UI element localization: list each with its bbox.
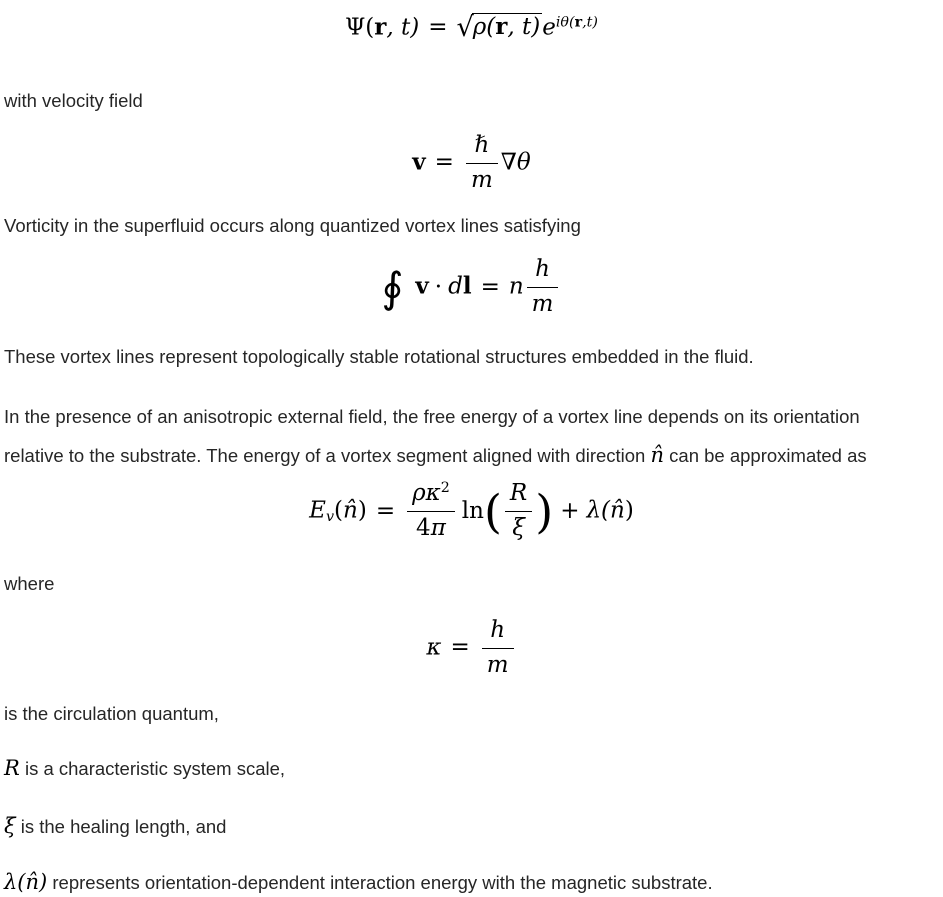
inline-math-lambda: λ(n̂) (4, 870, 48, 895)
radicand (472, 13, 542, 40)
ln-operator: ln (461, 497, 484, 524)
math-token: n̂ (610, 497, 625, 524)
dot-operator: · (434, 273, 443, 300)
paragraph-xi-definition (4, 812, 939, 840)
math-token: n (508, 273, 524, 300)
text-run: can be approximated as (669, 445, 867, 467)
numerator: R (509, 480, 528, 507)
equation-vortex-energy (4, 479, 939, 544)
paragraph-lambda-definition (4, 868, 939, 896)
math-token: , t) (507, 14, 541, 41)
math-token: ( (334, 497, 343, 524)
paragraph-where: where (4, 572, 55, 594)
math-token: d (448, 273, 463, 300)
math-token: l (462, 272, 472, 300)
left-paren-big: ( (483, 484, 502, 539)
equation-velocity-field (4, 131, 939, 196)
paragraph-circulation-quantum: is the circulation quantum, (4, 702, 219, 724)
math-token: π (430, 515, 446, 542)
denominator: m (527, 287, 559, 320)
denominator: m (466, 163, 498, 196)
numerator (407, 479, 455, 511)
equals-sign: = (480, 273, 500, 300)
inline-math-nhat: n̂ (650, 443, 665, 468)
math-token: r (374, 13, 387, 41)
fraction (407, 479, 455, 544)
denominator: m (482, 648, 514, 681)
text-run: relative to the substrate. The energy of a vortex segment aligned with direction (4, 445, 646, 467)
paragraph-vortex-lines: These vortex lines represent topologically stable rotational structures embedded in the fluid. (4, 346, 754, 368)
contour-integral-sign: ∮ (381, 262, 404, 312)
paragraph-vorticity: Vorticity in the superfluid occurs along quantized vortex lines satisfying (4, 215, 581, 237)
equals-sign: = (375, 497, 396, 524)
text-run: is the healing length, and (20, 816, 227, 838)
equation-wavefunction (4, 8, 939, 49)
math-token: ρκ (412, 480, 441, 507)
math-token: r (495, 13, 508, 41)
math-token: iθ( (555, 14, 575, 31)
text-run: is a characteristic system scale, (24, 757, 286, 779)
exponent: 2 (440, 480, 450, 497)
paragraph-R-definition (4, 754, 939, 782)
numerator: ℏ (474, 131, 490, 158)
math-token: ) (357, 497, 367, 524)
inline-math-xi: ξ (4, 814, 16, 839)
math-token: κ (426, 634, 442, 661)
equation-circulation (4, 255, 939, 320)
math-token: v (415, 272, 429, 300)
subscript: v (325, 509, 335, 526)
math-token: r (574, 14, 583, 31)
plus-sign: + (560, 497, 580, 524)
equals-sign: = (434, 149, 454, 176)
equation-kappa (4, 616, 939, 681)
denominator (407, 511, 455, 544)
math-token: e (542, 14, 556, 41)
inline-math-R: R (4, 755, 20, 780)
equals-sign: = (428, 14, 448, 41)
fraction (505, 479, 532, 544)
paragraph-anisotropic-line2 (4, 436, 939, 475)
math-token: λ( (586, 497, 611, 524)
denominator: ξ (505, 511, 532, 544)
paragraph-anisotropic-line1: In the presence of an anisotropic external field, the free energy of a vortex line depends on its orientation (4, 406, 860, 428)
math-token: v (412, 148, 426, 176)
fraction (466, 131, 498, 196)
math-token: Ψ( (345, 14, 375, 41)
fraction (527, 255, 559, 320)
fraction (482, 616, 514, 681)
numerator: h (490, 616, 506, 643)
radical-sign: √ (456, 12, 474, 43)
math-token: 4 (416, 515, 431, 542)
math-token: E (309, 497, 326, 524)
math-token: , t) (386, 14, 420, 41)
math-token: ) (624, 497, 634, 524)
paragraph-velocity-intro: with velocity field (4, 89, 143, 111)
nabla-symbol: ∇ (500, 149, 517, 176)
numerator: h (535, 256, 550, 283)
math-token: θ (516, 149, 531, 176)
paragraph-anisotropic (4, 398, 939, 475)
right-paren-big: ) (535, 484, 554, 539)
equals-sign: = (450, 634, 470, 661)
text-run: represents orientation-dependent interaction energy with the magnetic substrate. (52, 872, 713, 894)
math-token: ,t) (582, 14, 598, 31)
exponent (556, 15, 598, 31)
math-token: ρ( (472, 14, 496, 41)
math-token: n̂ (343, 497, 358, 524)
